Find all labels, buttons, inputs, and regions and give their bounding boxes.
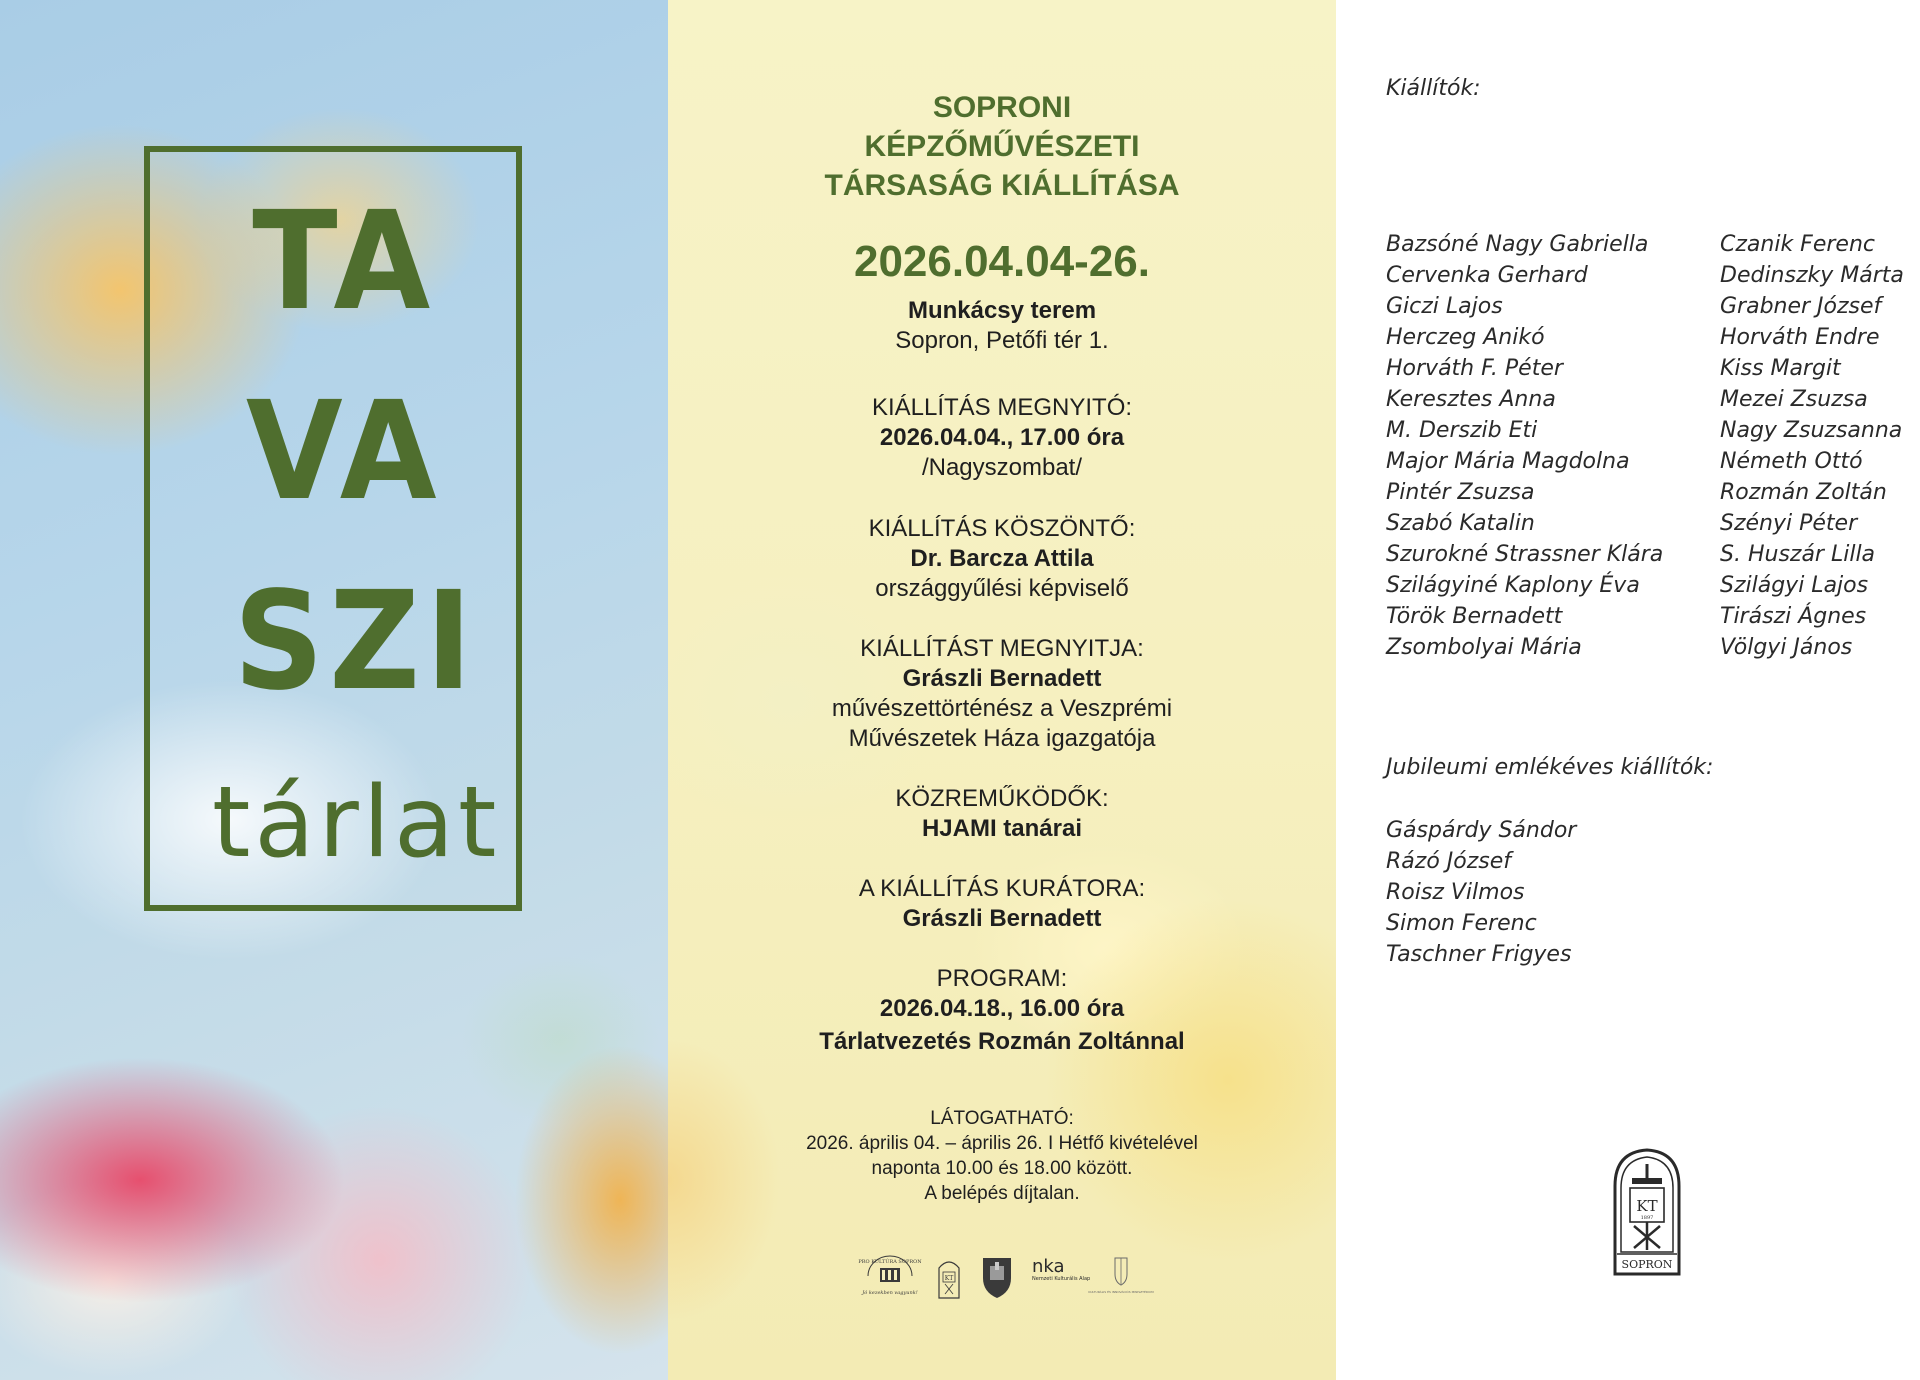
exhibitor-name: Pintér Zsuzsa <box>1386 480 1535 505</box>
visiting-label: LÁTOGATHATÓ: <box>930 1108 1074 1129</box>
exhibition-dates: 2026.04.04-26. <box>853 237 1151 286</box>
org-line-3: TÁRSASÁG KIÁLLÍTÁSA <box>824 169 1180 202</box>
sponsor-logos <box>668 1254 1336 1300</box>
venue-address: Sopron, Petőfi tér 1. <box>895 327 1109 354</box>
pro-kultura-tagline: Jó kezekben vagyunk! <box>862 1290 918 1296</box>
contributors-value: HJAMI tanárai <box>921 815 1083 842</box>
jubilee-exhibitor-name: Taschner Frigyes <box>1386 942 1572 967</box>
exhibitor-name: Herczeg Anikó <box>1386 325 1545 350</box>
program-datetime: 2026.04.18., 16.00 óra <box>879 995 1125 1022</box>
exhibitor-name: Völgyi János <box>1720 635 1853 660</box>
greeting-label: KIÁLLÍTÁS KÖSZÖNTŐ: <box>868 515 1136 542</box>
greeting-name: Dr. Barcza Attila <box>910 545 1094 572</box>
exhibitor-name: Szabó Katalin <box>1386 511 1535 536</box>
curator-label: A KIÁLLÍTÁS KURÁTORA: <box>858 875 1146 902</box>
jubilee-exhibitor-name: Rázó József <box>1386 849 1512 874</box>
contributors-label: KÖZREMŰKÖDŐK: <box>895 785 1109 812</box>
kt-logo-year: 1897 <box>1640 1215 1654 1221</box>
exhibitor-name: Giczi Lajos <box>1386 294 1503 319</box>
ministry-crest-logo <box>1088 1254 1154 1300</box>
exhibitor-name: Török Bernadett <box>1386 604 1563 629</box>
title-frame <box>144 146 522 911</box>
kt-logo-initials: KT <box>1636 1197 1658 1215</box>
exhibitor-name: Szényi Péter <box>1720 511 1858 536</box>
opener-role-1: művészettörténész a Veszprémi <box>831 695 1173 722</box>
program-label: PROGRAM: <box>936 965 1068 992</box>
pro-kultura-text: PRO KULTÚRA SOPRON <box>858 1259 922 1265</box>
exhibitor-name: Rozmán Zoltán <box>1720 480 1887 505</box>
event-info-panel <box>668 0 1336 1380</box>
exhibitor-name: Szurokné Strassner Klára <box>1386 542 1664 567</box>
visiting-line-3: A belépés díjtalan. <box>924 1183 1080 1204</box>
opening-datetime: 2026.04.04., 17.00 óra <box>879 424 1125 451</box>
exhibitor-name: Keresztes Anna <box>1386 387 1556 412</box>
sopron-coat-of-arms-logo <box>980 1254 1014 1300</box>
left-cover-panel <box>0 0 668 1380</box>
program-description: Tárlatvezetés Rozmán Zoltánnal <box>819 1028 1185 1055</box>
exhibitor-name: Kiss Margit <box>1720 356 1841 381</box>
opener-label: KIÁLLÍTÁST MEGNYITJA: <box>860 635 1144 662</box>
pro-kultura-sopron-logo <box>858 1254 922 1300</box>
kt-sopron-logo <box>1612 1148 1682 1276</box>
exhibitors-heading: Kiállítók: <box>1386 76 1481 101</box>
exhibitor-name: Horváth F. Péter <box>1386 356 1563 381</box>
exhibitor-name: S. Huszár Lilla <box>1720 542 1876 567</box>
org-line-1: SOPRONI <box>932 91 1072 124</box>
exhibitor-name: Horváth Endre <box>1720 325 1880 350</box>
greeting-role: országgyűlési képviselő <box>875 575 1129 602</box>
ministry-text: KULTURÁLIS ÉS INNOVÁCIÓS MINISZTÉRIUM <box>1088 1290 1154 1294</box>
nka-logo <box>1030 1254 1091 1300</box>
kt-logo-city: SOPRON <box>1621 1258 1673 1271</box>
kt-sopron-small-logo <box>936 1254 962 1300</box>
opening-label: KIÁLLÍTÁS MEGNYITÓ: <box>871 394 1133 421</box>
exhibitor-name: Dedinszky Márta <box>1720 263 1904 288</box>
exhibitor-name: Bazsóné Nagy Gabriella <box>1386 232 1649 257</box>
opening-note: /Nagyszombat/ <box>921 454 1083 481</box>
exhibitor-name: Czanik Ferenc <box>1720 232 1875 257</box>
exhibitor-name: Mezei Zsuzsa <box>1720 387 1868 412</box>
exhibitor-name: M. Derszib Eti <box>1386 418 1538 443</box>
visiting-line-1: 2026. április 04. – április 26. I Hétfő kivételével <box>806 1133 1198 1154</box>
exhibitor-name: Cervenka Gerhard <box>1386 263 1588 288</box>
jubilee-heading: Jubileumi emlékéves kiállítók: <box>1386 755 1714 780</box>
kt-small-initials: KT <box>944 1275 954 1282</box>
title-line-1: TA <box>252 183 436 341</box>
venue-name: Munkácsy terem <box>907 297 1097 324</box>
exhibitor-name: Major Mária Magdolna <box>1386 449 1630 474</box>
title-line-3: SZI <box>233 563 478 721</box>
nka-text: nka <box>1032 1256 1065 1277</box>
opener-name: Grászli Bernadett <box>902 665 1102 692</box>
curator-name: Grászli Bernadett <box>902 905 1102 932</box>
jubilee-exhibitors-list <box>1386 815 1576 970</box>
exhibitors-list-col-1 <box>1386 229 1663 663</box>
exhibitor-name: Németh Ottó <box>1720 449 1863 474</box>
exhibitor-name: Zsombolyai Mária <box>1386 635 1582 660</box>
org-line-2: KÉPZŐMŰVÉSZETI <box>864 130 1140 163</box>
exhibitors-list-col-2 <box>1720 229 1904 663</box>
exhibitor-name: Grabner József <box>1720 294 1882 319</box>
jubilee-exhibitor-name: Simon Ferenc <box>1386 911 1537 936</box>
jubilee-exhibitor-name: Gáspárdy Sándor <box>1386 818 1577 843</box>
exhibitor-name: Nagy Zsuzsanna <box>1720 418 1903 443</box>
nka-sub-text: Nemzeti Kulturális Alap <box>1032 1276 1091 1282</box>
opener-role-2: Művészetek Háza igazgatója <box>848 725 1156 752</box>
exhibitors-panel <box>1336 0 1920 1380</box>
title-line-2: VA <box>245 373 443 531</box>
jubilee-exhibitor-name: Roisz Vilmos <box>1386 880 1525 905</box>
title-subtitle: tárlat <box>212 766 501 880</box>
exhibitor-name: Szilágyiné Kaplony Éva <box>1386 573 1640 598</box>
exhibitor-name: Tirászi Ágnes <box>1720 604 1867 629</box>
visiting-line-2: naponta 10.00 és 18.00 között. <box>871 1158 1133 1179</box>
exhibitor-name: Szilágyi Lajos <box>1720 573 1869 598</box>
